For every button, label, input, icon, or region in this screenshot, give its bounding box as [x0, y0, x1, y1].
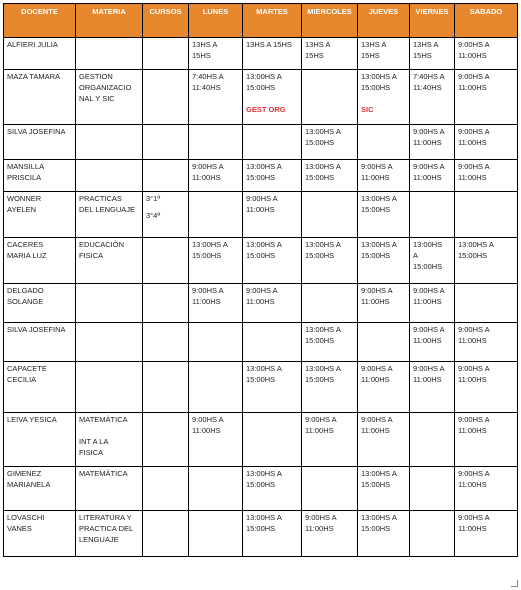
table-row: [4, 238, 518, 284]
cell-text: 9:00HS A: [246, 194, 278, 203]
cell-cursos: [143, 192, 189, 238]
cell-viernes: [410, 160, 455, 192]
cell-text: 13:00HS A: [458, 240, 494, 249]
cell-lunes: [189, 125, 243, 160]
cell-text: SILVA JOSEFINA: [7, 325, 66, 334]
cell-text: 15:00HS: [361, 524, 391, 533]
cell-miercoles: [302, 284, 358, 323]
cell-docente: [4, 238, 76, 284]
cell-text: 15:00HS: [305, 138, 335, 147]
cell-sabado: [455, 362, 518, 413]
cell-jueves: [358, 238, 410, 284]
cell-text: 15HS: [305, 51, 324, 60]
subject-note: GEST ORG: [246, 105, 286, 114]
cell-text: 11:00HS: [361, 375, 390, 384]
cell-jueves: [358, 323, 410, 362]
cell-sabado: [455, 413, 518, 467]
cell-text: 11:00HS: [458, 83, 487, 92]
cell-cursos: [143, 160, 189, 192]
cell-materia: [76, 467, 143, 511]
cell-text: 11:40HS: [413, 83, 442, 92]
cell-text: 13:00HS A: [305, 162, 341, 171]
cell-jueves: [358, 511, 410, 557]
cell-text: PRISCILA: [7, 173, 42, 182]
cell-sabado: [455, 323, 518, 362]
cell-sabado: [455, 511, 518, 557]
cell-text: 11:00HS: [458, 336, 487, 345]
cell-text: SILVA JOSEFINA: [7, 127, 66, 136]
cell-miercoles: [302, 70, 358, 125]
cell-text: 11:00HS: [458, 51, 487, 60]
cell-text: 9:00HS A: [413, 364, 445, 373]
cell-text: 13:00HS: [413, 240, 443, 249]
cell-text: 13HS A: [413, 40, 439, 49]
cell-text: 13:00HS A: [361, 194, 397, 203]
cell-text: 15:00HS: [458, 251, 488, 260]
table-row: [4, 192, 518, 238]
cell-jueves: [358, 467, 410, 511]
cell-text: DELGADO: [7, 286, 44, 295]
cell-sabado: [455, 160, 518, 192]
cell-text: INT A LA: [79, 437, 109, 446]
cell-text: 13:00HS A: [246, 469, 282, 478]
cell-cursos: [143, 38, 189, 70]
cell-materia: [76, 192, 143, 238]
cell-text: LOVASCHI: [7, 513, 45, 522]
cell-lunes: [189, 511, 243, 557]
cell-text: 15:00HS: [361, 251, 391, 260]
cell-text: MATEMÀTICA: [79, 469, 128, 478]
cell-text: 13:00HS A: [192, 240, 228, 249]
cell-lunes: [189, 238, 243, 284]
cell-text: 11:00HS: [413, 173, 442, 182]
cell-text: 13:00HS A: [305, 364, 341, 373]
cell-text: 13:00HS A: [305, 325, 341, 334]
cell-text: EDUCACIÒN: [79, 240, 125, 249]
cell-text: 11:00HS: [361, 297, 390, 306]
cell-martes: [243, 362, 302, 413]
cell-text: 9:00HS A: [192, 415, 224, 424]
cell-text: 11:00HS: [458, 480, 487, 489]
cell-sabado: [455, 467, 518, 511]
cell-text: 11:00HS: [413, 297, 442, 306]
cell-cursos: [143, 238, 189, 284]
table-row: [4, 160, 518, 192]
subject-note: SIC: [361, 105, 374, 114]
cell-text: 9:00HS A: [413, 162, 445, 171]
cell-text: 11:00HS: [361, 426, 390, 435]
table-body: [4, 38, 518, 557]
cell-text: 3°4ª: [146, 211, 161, 220]
cell-viernes: [410, 284, 455, 323]
cell-gap: [361, 93, 406, 104]
cell-cursos: [143, 362, 189, 413]
cell-cursos: [143, 284, 189, 323]
cell-text: 15:00HS: [246, 375, 276, 384]
table-row: [4, 323, 518, 362]
cell-cursos: [143, 511, 189, 557]
col-header-viernes: VIERNES: [410, 4, 455, 38]
cell-text: LEIVA YESICA: [7, 415, 57, 424]
cell-text: 11:40HS: [192, 83, 221, 92]
cell-viernes: [410, 125, 455, 160]
cell-jueves: [358, 160, 410, 192]
cell-text: 9:00HS A: [458, 40, 490, 49]
cell-martes: [243, 467, 302, 511]
cell-text: 11:00HS: [192, 173, 221, 182]
cell-miercoles: [302, 238, 358, 284]
cell-sabado: [455, 284, 518, 323]
cell-text: 9:00HS A: [458, 415, 490, 424]
cell-miercoles: [302, 362, 358, 413]
cell-materia: [76, 125, 143, 160]
cell-text: 9:00HS A: [458, 127, 490, 136]
col-header-miercoles: MIERCOLES: [302, 4, 358, 38]
cell-text: 11:00HS: [458, 524, 487, 533]
cell-martes: [243, 238, 302, 284]
col-header-cursos: CURSOS: [143, 4, 189, 38]
cell-sabado: [455, 125, 518, 160]
cell-text: CAPACETE: [7, 364, 47, 373]
cell-text: 9:00HS A: [413, 286, 445, 295]
col-header-lunes: LUNES: [189, 4, 243, 38]
cell-text: 15:00HS: [192, 251, 222, 260]
cell-cursos: [143, 323, 189, 362]
cell-text: 13:00HS A: [361, 513, 397, 522]
schedule-table: [3, 3, 518, 557]
cell-docente: [4, 362, 76, 413]
cell-viernes: [410, 238, 455, 284]
cell-text: 13:00HS A: [361, 469, 397, 478]
cell-martes: [243, 160, 302, 192]
cell-docente: [4, 70, 76, 125]
cell-text: 11:00HS: [361, 173, 390, 182]
cell-text: AYELEN: [7, 205, 37, 214]
cell-text: 13:00HS A: [361, 72, 397, 81]
cell-text: FISICA: [79, 251, 104, 260]
cell-text: 9:00HS A: [305, 513, 337, 522]
cell-text: SOLANGE: [7, 297, 44, 306]
cell-viernes: [410, 511, 455, 557]
cell-text: 11:00HS: [192, 426, 221, 435]
cell-text: 13HS A 15HS: [246, 40, 292, 49]
cell-text: CECILIA: [7, 375, 37, 384]
cell-sabado: [455, 238, 518, 284]
cell-sabado: [455, 192, 518, 238]
cell-gap: [246, 93, 298, 104]
cell-materia: [76, 38, 143, 70]
cell-text: 9:00HS A: [458, 513, 490, 522]
cell-text: 11:00HS: [458, 138, 487, 147]
cell-text: 13:00HS A: [246, 240, 282, 249]
cell-text: A: [413, 251, 419, 260]
header-row: [4, 4, 518, 38]
cell-martes: [243, 413, 302, 467]
cell-text: FISICA: [79, 448, 104, 457]
cell-viernes: [410, 413, 455, 467]
cell-materia: [76, 284, 143, 323]
cell-martes: [243, 125, 302, 160]
cell-text: WONNER: [7, 194, 42, 203]
cell-text: 11:00HS: [305, 426, 334, 435]
col-header-docente: DOCENTE: [4, 4, 76, 38]
cell-docente: [4, 160, 76, 192]
cell-text: 11:00HS: [413, 375, 442, 384]
cell-text: DEL LENGUAJE: [79, 205, 135, 214]
cell-lunes: [189, 362, 243, 413]
cell-docente: [4, 38, 76, 70]
cell-text: NAL Y SIC: [79, 94, 115, 103]
cell-text: 13HS A: [192, 40, 218, 49]
cell-text: 9:00HS A: [458, 469, 490, 478]
cell-text: 15:00HS: [361, 205, 391, 214]
col-header-martes: MARTES: [243, 4, 302, 38]
table-row: [4, 511, 518, 557]
cell-docente: [4, 511, 76, 557]
cell-martes: [243, 38, 302, 70]
cell-text: 9:00HS A: [458, 72, 490, 81]
cell-lunes: [189, 38, 243, 70]
cell-miercoles: [302, 160, 358, 192]
cell-text: 9:00HS A: [305, 415, 337, 424]
cell-viernes: [410, 70, 455, 125]
cell-materia: [76, 160, 143, 192]
cell-docente: [4, 413, 76, 467]
cell-text: PRACTICAS: [79, 194, 122, 203]
cell-miercoles: [302, 323, 358, 362]
cell-text: 9:00HS A: [413, 325, 445, 334]
cell-text: 13:00HS A: [246, 162, 282, 171]
cell-text: MAZA TAMARA: [7, 72, 61, 81]
cell-sabado: [455, 70, 518, 125]
cell-text: 9:00HS A: [192, 286, 224, 295]
cell-materia: [76, 238, 143, 284]
cell-lunes: [189, 70, 243, 125]
cell-martes: [243, 511, 302, 557]
cell-text: 7:40HS A: [192, 72, 224, 81]
cell-text: 9:00HS A: [458, 162, 490, 171]
cell-jueves: [358, 38, 410, 70]
cell-materia: [76, 362, 143, 413]
cell-text: 15HS: [361, 51, 380, 60]
cell-jueves: [358, 362, 410, 413]
cell-text: 9:00HS A: [458, 364, 490, 373]
cell-materia: [76, 70, 143, 125]
cell-miercoles: [302, 192, 358, 238]
cell-text: 9:00HS A: [361, 286, 393, 295]
cell-text: LITERATURA Y: [79, 513, 132, 522]
cell-text: 15:00HS: [361, 480, 391, 489]
cell-text: 15HS: [192, 51, 211, 60]
col-header-jueves: JUEVES: [358, 4, 410, 38]
cell-sabado: [455, 38, 518, 70]
cell-text: 15:00HS: [246, 480, 276, 489]
cell-miercoles: [302, 125, 358, 160]
table-row: [4, 70, 518, 125]
cell-docente: [4, 467, 76, 511]
cell-miercoles: [302, 511, 358, 557]
cell-text: 9:00HS A: [361, 162, 393, 171]
cell-viernes: [410, 467, 455, 511]
cell-text: GESTION: [79, 72, 113, 81]
cell-text: MARIA LUZ: [7, 251, 47, 260]
cell-text: 15HS: [413, 51, 432, 60]
cell-viernes: [410, 192, 455, 238]
cell-text: 13:00HS A: [246, 72, 282, 81]
col-header-materia: MATERIA: [76, 4, 143, 38]
cell-text: 9:00HS A: [361, 364, 393, 373]
cell-lunes: [189, 160, 243, 192]
cell-text: 15:00HS: [246, 524, 276, 533]
cell-materia: [76, 323, 143, 362]
cell-jueves: [358, 70, 410, 125]
cell-text: ORGANIZACIO: [79, 83, 132, 92]
table-row: [4, 125, 518, 160]
cell-lunes: [189, 323, 243, 362]
cell-lunes: [189, 192, 243, 238]
cell-text: 11:00HS: [305, 524, 334, 533]
cell-jueves: [358, 125, 410, 160]
cell-jueves: [358, 413, 410, 467]
cell-text: 11:00HS: [192, 297, 221, 306]
cell-text: 15:00HS: [305, 375, 335, 384]
cell-text: 11:00HS: [458, 426, 487, 435]
cell-text: 13:00HS A: [361, 240, 397, 249]
cell-docente: [4, 323, 76, 362]
cell-cursos: [143, 70, 189, 125]
table-row: [4, 284, 518, 323]
cell-martes: [243, 70, 302, 125]
table-row: [4, 38, 518, 70]
cell-text: 9:00HS A: [361, 415, 393, 424]
table-row: [4, 413, 518, 467]
cell-text: [79, 425, 139, 436]
cell-text: 13:00HS A: [246, 513, 282, 522]
cell-text: 13:00HS A: [305, 127, 341, 136]
cell-text: 11:00HS: [413, 138, 442, 147]
cell-text: 15:00HS: [305, 336, 335, 345]
cell-miercoles: [302, 413, 358, 467]
cell-viernes: [410, 362, 455, 413]
cell-miercoles: [302, 38, 358, 70]
cell-cursos: [143, 413, 189, 467]
cell-docente: [4, 192, 76, 238]
cell-text: 9:00HS A: [192, 162, 224, 171]
cell-text: 13:00HS A: [305, 240, 341, 249]
col-header-sabado: SABADO: [455, 4, 518, 38]
cell-text: GIMENEZ: [7, 469, 42, 478]
cell-text: 11:00HS: [246, 297, 275, 306]
cell-lunes: [189, 467, 243, 511]
cell-martes: [243, 192, 302, 238]
cell-text: CACERES: [7, 240, 44, 249]
cell-text: 11:00HS: [458, 173, 487, 182]
cell-text: LENGUAJE: [79, 535, 119, 544]
table-row: [4, 362, 518, 413]
cell-miercoles: [302, 467, 358, 511]
cell-text: 15:00HS: [246, 83, 276, 92]
table-row: [4, 467, 518, 511]
cell-text: 9:00HS A: [458, 325, 490, 334]
cell-text: 15:00HS: [305, 251, 335, 260]
cell-text: 15:00HS: [361, 83, 391, 92]
cell-text: MANSILLA: [7, 162, 45, 171]
cell-cursos: [143, 467, 189, 511]
cell-viernes: [410, 38, 455, 70]
cell-text: VANES: [7, 524, 32, 533]
cell-text: 13HS A: [361, 40, 387, 49]
cell-martes: [243, 323, 302, 362]
page-corner-mark: [511, 580, 518, 587]
cell-text: 9:00HS A: [246, 286, 278, 295]
cell-lunes: [189, 413, 243, 467]
cell-jueves: [358, 284, 410, 323]
cell-text: 7:40HS A: [413, 72, 445, 81]
cell-text: PRACTICA DEL: [79, 524, 134, 533]
cell-viernes: [410, 323, 455, 362]
cell-docente: [4, 284, 76, 323]
cell-lunes: [189, 284, 243, 323]
cell-martes: [243, 284, 302, 323]
cell-text: 15:00HS: [246, 173, 276, 182]
cell-text: 15:00HS: [305, 173, 335, 182]
cell-cursos: [143, 125, 189, 160]
cell-text: 13HS A: [305, 40, 331, 49]
cell-text: MARIANELA: [7, 480, 51, 489]
cell-materia: [76, 413, 143, 467]
cell-text: 15:00HS: [413, 262, 443, 271]
cell-text: 9:00HS A: [413, 127, 445, 136]
cell-text: 13:00HS A: [246, 364, 282, 373]
cell-text: 11:00HS: [413, 336, 442, 345]
cell-text: 11:00HS: [458, 375, 487, 384]
cell-docente: [4, 125, 76, 160]
cell-text: MATEMÀTICA: [79, 415, 128, 424]
cell-jueves: [358, 192, 410, 238]
cell-text: 3°1ª: [146, 194, 161, 203]
cell-text: 11:00HS: [246, 205, 275, 214]
cell-materia: [76, 511, 143, 557]
cell-text: ALFIERI JULIA: [7, 40, 58, 49]
cell-text: 15:00HS: [246, 251, 276, 260]
